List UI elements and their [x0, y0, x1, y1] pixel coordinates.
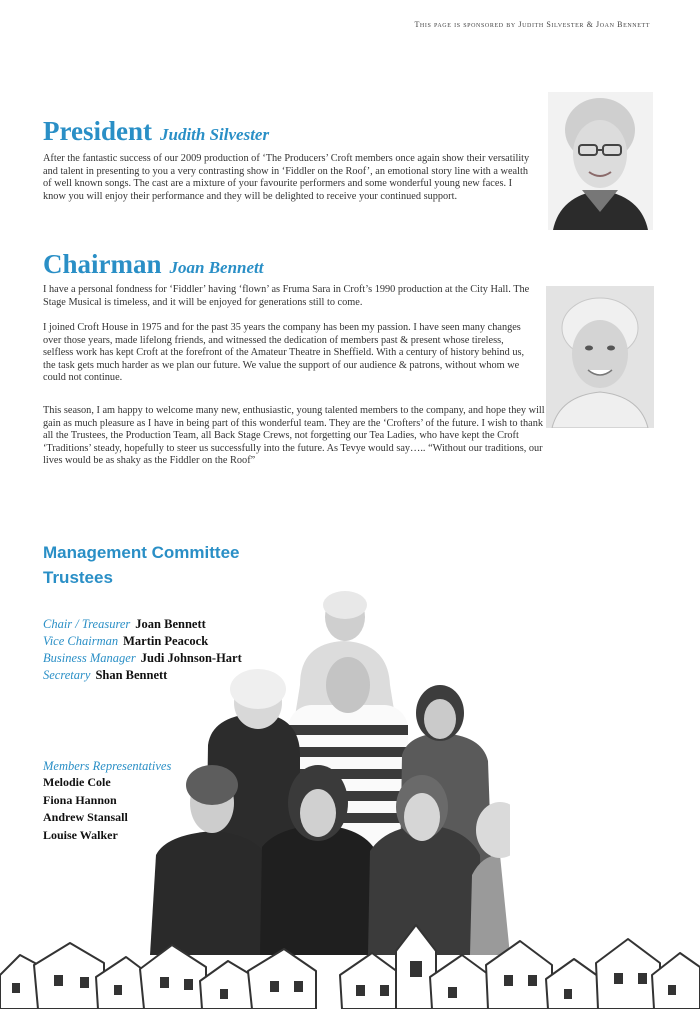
officer-name: Judi Johnson-Hart — [140, 651, 242, 665]
officer-row — [43, 616, 242, 633]
members-representatives-heading: Members Representatives — [43, 759, 172, 773]
officer-title: Business Manager — [43, 651, 136, 665]
officer-title: Chair / Treasurer — [43, 617, 131, 631]
officer-title: Secretary — [43, 668, 91, 682]
officer-name: Joan Bennett — [135, 617, 206, 631]
officer-row — [43, 667, 242, 684]
president-name: Judith Silvester — [160, 125, 270, 144]
rep-name: Louise Walker — [43, 827, 118, 842]
officer-title: Vice Chairman — [43, 634, 119, 648]
trustees-heading: Trustees — [43, 568, 113, 587]
president-message: After the fantastic success of our 2009 production of ‘The Producers’ Croft members once again show their versatility and talent in presenting to you a very contrasting show in ‘Fiddler on the Roof’, an emotional story line with a wealth of well known songs. The cast are a mixture of your favourite performers and some wonderful young new faces. I know you will enjoy their performance and they will be delighted to receive your continued support. — [43, 153, 530, 202]
rep-name: Melodie Cole — [43, 775, 111, 789]
president-role: President — [43, 116, 152, 146]
chairman-photo — [546, 286, 654, 428]
officer-name: Martin Peacock — [123, 634, 209, 648]
chairman-name: Joan Bennett — [169, 258, 264, 277]
officer-row — [43, 633, 242, 650]
management-committee-heading: Management Committee — [43, 543, 240, 562]
rooftops-illustration — [0, 905, 700, 1014]
officers-list — [43, 616, 242, 684]
rep-name: Fiona Hannon — [43, 792, 117, 807]
president-photo — [548, 92, 653, 230]
chairman-paragraph-1: I have a personal fondness for ‘Fiddler’ having ‘flown’ as Fruma Sara in Croft’s 1990 production at the City Hall. The Stage Musical is timeless, and it will be enjoyed for generations still to come. — [43, 284, 530, 308]
president-heading — [43, 116, 269, 147]
members-representatives-list — [43, 774, 128, 844]
chairman-heading — [43, 249, 264, 280]
officer-row — [43, 650, 242, 667]
committee-headings — [43, 540, 239, 590]
rep-name: Andrew Stansall — [43, 810, 128, 824]
chairman-paragraph-2: I joined Croft House in 1975 and for the past 35 years the company has been my passion. I have seen many changes over those years, made lifelong friends, and witnessed the dedication of members past & present whose tireless, selfless work has kept Croft at the forefront of the Amateur Theatre in Sheffield. With a century of history behind us, the task gets much harder as we plan our future. We value the support of our audience & patrons, without whom we could not continue. — [43, 322, 525, 384]
sponsor-line: This page is sponsored by Judith Silvester & Joan Bennett — [414, 20, 650, 29]
chairman-role: Chairman — [43, 249, 162, 279]
officer-name: Shan Bennett — [95, 668, 168, 682]
chairman-paragraph-3: This season, I am happy to welcome many new, enthusiastic, young talented members to the company, and hope they will gain as much pleasure as I have in being part of this wonderful team. They are the ‘Crofters’ of the future. I wish to thank all the Trustees, the Production Team, all Back Stage Crews, not forgetting our Tea Ladies, who have kept the Croft ‘Traditions’ steady, hopefully to steer us successfully into the future. As Tevye would say….. “Without our traditions, our lives would be as shaky as the Fiddler on the Roof” — [43, 405, 545, 467]
